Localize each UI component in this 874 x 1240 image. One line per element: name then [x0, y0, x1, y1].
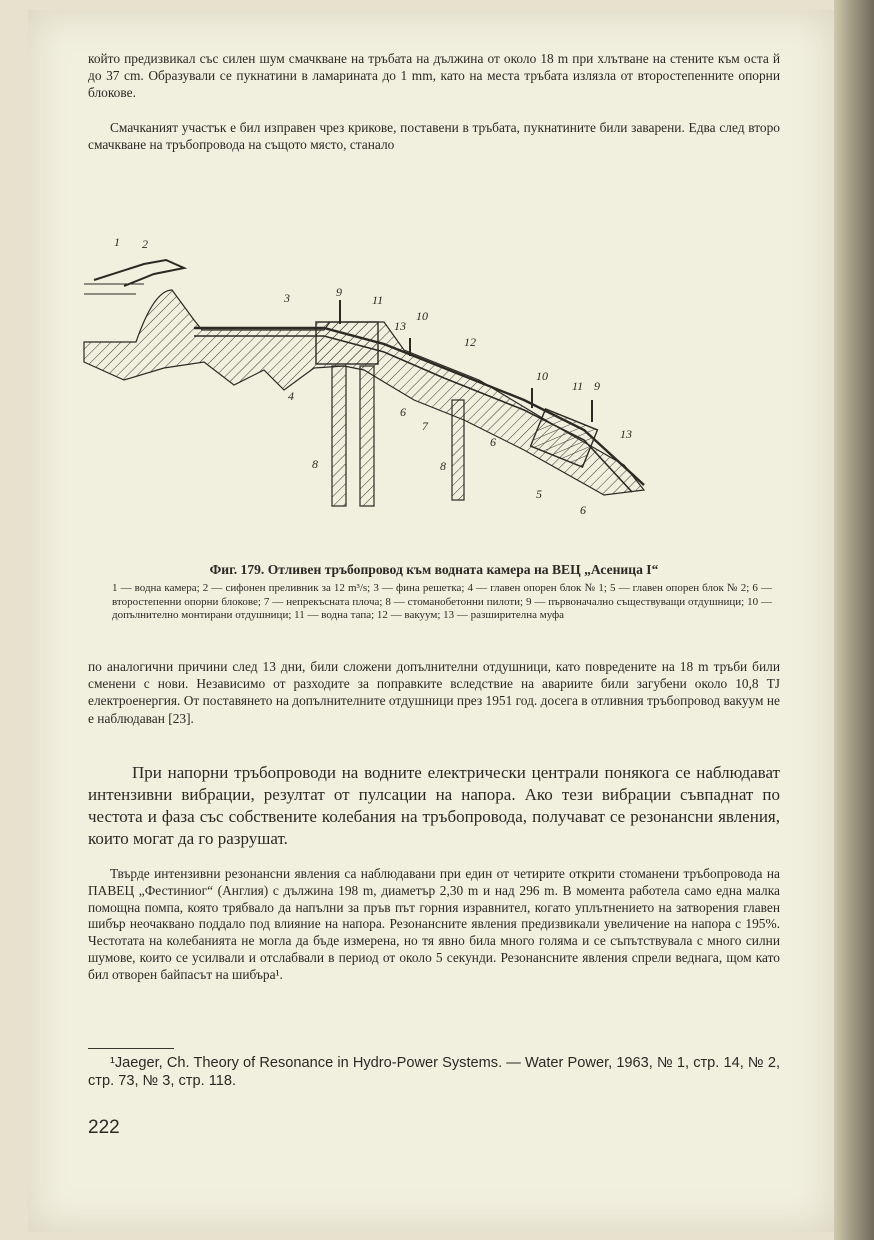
footnote: ¹Jaeger, Ch. Theory of Resonance in Hydro-Power Systems. — Water Power, 1963, № 1, стр. 14, № 2, стр. 73, № 3, стр. 118.: [88, 1055, 780, 1089]
figure-label: 7: [422, 419, 428, 433]
figure-label: 10: [536, 369, 548, 383]
figure-label: 13: [394, 319, 406, 333]
paragraph-2: Смачканият участък е бил изправен чрез крикове, поставени в тръбата, пукнатините били заварени. Едва след второ смачкване на тръбопровода на същото място, станало: [88, 120, 780, 153]
figure-label: 2: [142, 237, 148, 251]
figure-label: 13: [620, 427, 632, 441]
figure-label: 6: [400, 405, 406, 419]
figure-label: 6: [580, 503, 586, 517]
figure-label: 11: [572, 379, 584, 393]
paragraph-5: Твърде интензивни резонансни явления са наблюдавани при един от четирите открити стоманени тръбопровода на ПАВЕЦ „Фестиниог“ (Англия) с дължина 198 m, диаметър 2,30 m и над 296 m. В момента работела само една малка помощна помпа, която трябвало да напълни за пръв път горния изравнител, когато уплътнението на затворения главен шибър неочаквано поддало под влияние на напора. Резонансните явления предизвикали увеличение на напора с 195%. Честотата на колебанията не могла да бъде измерена, но тя явно била много голяма и се съпътствувала с много силни шумове, които се усилвали и отслабвали в период от около 5 секунди. Резонансните явления спрели веднага, щом като бил отворен байпасът на шибъра¹.: [88, 866, 780, 982]
figure-legend: 1 — водна камера; 2 — сифонен преливник за 12 m³/s; 3 — фина решетка; 4 — главен опорен блок № 1; 5 — главен опорен блок № 2; 6 — второстепенни опорни блокове; 7 — непрекъсната плоча; 8 — стоманобетонни пилоти; 9 — първоначално съществуващи отдушници; 10 — допълнително монтирани отдушници; 11 — водна тапа; 12 — вакуум; 13 — разширителна муфа: [112, 582, 772, 622]
figure-caption-title: Фиг. 179. Отливен тръбопровод към водната камера на ВЕЦ „Асеница I“: [209, 562, 659, 577]
pile-1: [332, 366, 346, 506]
figure-label: 8: [312, 457, 318, 471]
pipeline-cross-section-figure: [84, 235, 748, 550]
figure-label: 10: [416, 309, 428, 323]
paragraph-4-large: При напорни тръбопроводи на водните електрически централи понякога се наблюдават интензивни вибрации, резултат от пулсации на напора. Ако тези вибрации съвпаднат по честота и фаза със собствените колебания на тръбопровода, получават се резонансни явления, които могат да го разрушат.: [88, 763, 780, 848]
figure-label: 9: [594, 379, 600, 393]
figure-label: 9: [336, 285, 342, 299]
figure-label: 3: [284, 291, 290, 305]
footnote-rule: [88, 1048, 174, 1049]
figure-label: 12: [464, 335, 476, 349]
figure-label: 5: [536, 487, 542, 501]
figure-label: 4: [288, 389, 294, 403]
figure-label: 6: [490, 435, 496, 449]
pile-2: [360, 366, 374, 506]
figure-label: 1: [114, 235, 120, 249]
paragraph-1: който предизвикал със силен шум смачкване на тръбата на дължина от около 18 m при хлътване на стените към оста й до 37 cm. Образували се пукнатини в ламарината до 1 mm, като на места тръбата излязла от второстепенните опорни блокове.: [88, 51, 780, 101]
page-edge-shadow: [834, 0, 874, 1240]
pile-3: [452, 400, 464, 500]
figure-label: 11: [372, 293, 384, 307]
siphon-spillway-outline: [94, 260, 184, 286]
figure-label: 8: [440, 459, 446, 473]
page-number: 222: [88, 1117, 120, 1138]
anchor-block-1: [316, 322, 378, 364]
paragraph-3: по аналогични причини след 13 дни, били сложени допълнителни отдушници, като повредените на 18 m тръби били сменени с нови. Независимо от разходите за поправките вследствие на авариите били загубени около 10,8 TJ електроенергия. От поставянето на допълнителните отдушници през 1951 год. досега в отливния тръбопровод вакуум не е наблюдаван [23].: [88, 659, 780, 726]
